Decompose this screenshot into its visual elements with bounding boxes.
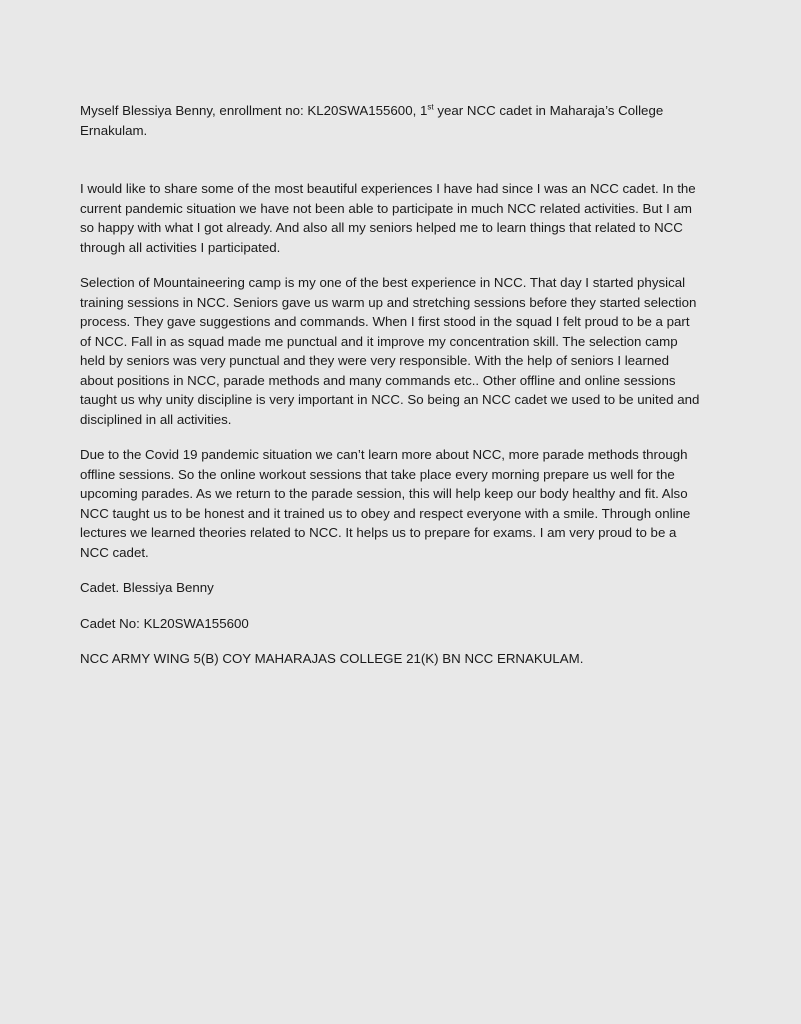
signature-unit: NCC ARMY WING 5(B) COY MAHARAJAS COLLEGE 21(K) BN NCC ERNAKULAM. — [80, 651, 584, 666]
body-paragraph-covid: Due to the Covid 19 pandemic situation we can’t learn more about NCC, more parade methods through offline sessions. So the online workout sessions that take place every morning prepare us well for the upcoming parades. As we return to the parade session, this will help keep our body healthy and fit. Also NCC taught us to be honest and it trained us to obey and respect everyone with a smile. Through online lectures we learned theories related to NCC. It helps us to prepare for exams. I am very proud to be a NCC cadet. — [80, 447, 691, 560]
body-paragraph-experiences: I would like to share some of the most beautiful experiences I have had since I was an NCC cadet. In the current pandemic situation we have not been able to participate in much NCC related activities. But I am so happy with what I got already. And also all my seniors helped me to learn things that related to NCC through all activities I participated. — [80, 181, 696, 255]
signature-cadet-number: Cadet No: KL20SWA155600 — [80, 615, 249, 631]
intro-paragraph — [80, 101, 740, 140]
ordinal-suffix: st — [427, 102, 434, 112]
document-body — [80, 101, 740, 685]
intro-text: Myself Blessiya Benny, enrollment no: KL20SWA155600, 1 — [80, 103, 428, 118]
intro-text-continued: year NCC cadet in Maharaja’s College Ernakulam. — [80, 103, 664, 138]
body-paragraph-mountaineering: Selection of Mountaineering camp is my one of the best experience in NCC. That day I started physical training sessions in NCC. Seniors gave us warm up and stretching sessions before they started selection process. They gave suggestions and commands. When I first stood in the squad I felt proud to be a part of NCC. Fall in as squad made me punctual and it improve my concentration skill. The selection camp held by seniors was very punctual and they were very responsible. With the help of seniors I learned about positions in NCC, parade methods and many commands etc.. Other offline and online sessions taught us why unity discipline is very important in NCC. So being an NCC cadet we used to be united and disciplined in all activities. — [80, 275, 700, 427]
signature-name: Cadet. Blessiya Benny — [80, 580, 214, 595]
